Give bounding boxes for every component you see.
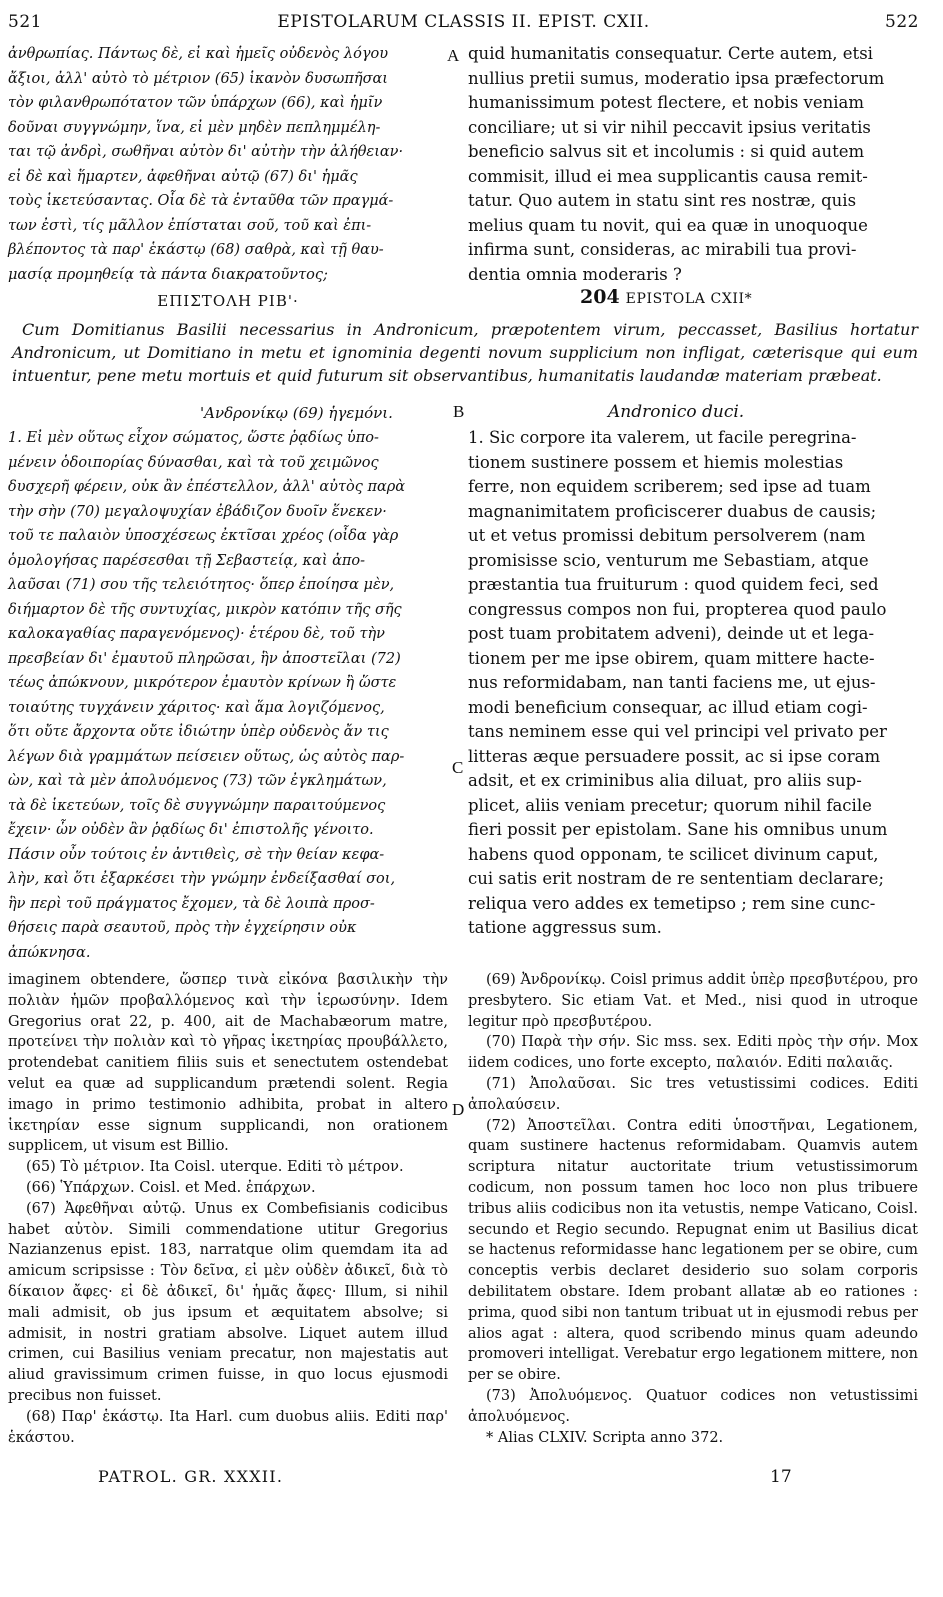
latin-line: tatur. Quo autem in statu sint res nostræ, quis bbox=[468, 191, 857, 210]
greek-line: δοῦναι συγγνώμην, ἵνα, εἰ μὲν μηδὲν πεπλημμέλη- bbox=[8, 119, 381, 136]
greek-line: ἀπώκνησα. bbox=[8, 944, 91, 961]
left-page-number: 521 bbox=[8, 12, 42, 32]
greek-line: μασίᾳ προμηθείᾳ τὰ πάντα διακρατοῦντος; bbox=[8, 266, 328, 283]
latin-line: adsit, et ex criminibus alia diluat, pro aliis sup- bbox=[468, 771, 862, 790]
margin-marker-b: B bbox=[453, 402, 465, 421]
latin-continuation bbox=[468, 42, 918, 287]
note-paragraph: (71) Ἀπολαῦσαι. Sic tres vetustissimi codices. Editi ἀπολαύσειν. bbox=[468, 1075, 918, 1113]
note-paragraph: (73) Ἀπολυόμενος. Quatuor codices non vetustissimi ἀπολυόμενος. bbox=[468, 1387, 918, 1425]
latin-line: quid humanitatis consequatur. Certe autem, etsi bbox=[468, 44, 873, 63]
latin-line: nullius pretii sumus, moderatio ipsa præfectorum bbox=[468, 68, 885, 88]
greek-line: λαῦσαι (71) σου τῆς τελειότητος· ὅπερ ἐποίησα μὲν, bbox=[8, 577, 395, 593]
letter-summary: Cum Domitianus Basilii necessarius in Andronicum, præpotentem virum, peccasset, Basilius hortatur Andronicum, ut Domitiano in metu et ignominia degenti novum supplicium non infligat, cæterisque qui eum intuentur, pene metu mortuis et quid futurum sit observantibus, humanitatis laudandæ materiam præbeat. bbox=[12, 320, 918, 385]
latin-line: post tuam probitatem adveni), deinde ut et lega- bbox=[468, 624, 875, 643]
latin-address: Andronico duci. bbox=[608, 402, 745, 422]
note-paragraph: imaginem obtendere, ὥσπερ τινὰ εἰκόνα βασιλικὴν τὴν πολιὰν ἡμῶν προβαλλόμενος καὶ τὴν ἱερωσύνην. Idem Gregorius orat 22, p. 400, ait de Machabæorum matre, προτείνει τὴν πολιὰν καὶ τὸ γῆρας ἱκετηρίας προυβάλλετο, protendebat canitiem filiis suis et senectutem ostendebat velut ea quæ ad supplicandum prætendi solent. Regia imago in primo testimonio adhibita, probat in altero ἱκετηρίαν esse signum supplicandi, non orationem supplicem, ut visum est Billio. bbox=[8, 972, 448, 1155]
latin-line: congressus compos non fui, propterea quod paulo bbox=[468, 599, 887, 619]
latin-letter-title bbox=[580, 286, 752, 308]
latin-line: tionem sustinere possem et hiemis molestias bbox=[468, 452, 844, 472]
latin-line: tatione aggressus sum. bbox=[468, 918, 662, 937]
note-paragraph: (68) Παρ' ἑκάστῳ. Ita Harl. cum duobus aliis. Editi παρ' ἑκάστου. bbox=[8, 1408, 448, 1446]
latin-line: commisit, illud ei mea supplicantis causa remit- bbox=[468, 166, 868, 186]
latin-body bbox=[468, 426, 918, 941]
greek-line: Πάσιν οὖν τούτοις ἐν ἀντιθεὶς, σὲ τὴν θείαν κεφα- bbox=[8, 846, 385, 863]
note-paragraph: (72) Ἀποστεῖλαι. Contra editi ὑποστῆναι, Legationem, quam sustinere hactenus reformidabam. Quamvis autem scriptura nitatur auctoritate trium vetustissimorum codicum, non possum tamen hoc loco non plus tribuere tribus aliis codicibus non ita vetustis, nempe Vaticano, Coisl. secundo et Regio secundo. Repugnat enim ut Basilius dicat se hactenus reformidasse hanc legationem per se obire, cum conceptis verbis declaret desiderio suo solam corporis debilitatem obstare. Idem probant allatæ ab eo rationes : prima, quod sibi non tantum tribuat ut in ejusmodi rebus per alios agat : altera, quod scribendo minus quam adeundo promoveri intelligat. Verebatur ergo legationem mittere, non per se obire. bbox=[468, 1117, 918, 1384]
note-paragraph: (69) Ἀνδρονίκῳ. Coisl primus addit ὑπὲρ πρεσβυτέρου, pro presbytero. Sic etiam Vat. et Med., nisi quod in utroque legitur πρὸ πρεσβυτέρου. bbox=[468, 972, 918, 1030]
greek-line: μένειν ὁδοιπορίας δύνασθαι, καὶ τὰ τοῦ χειμῶνος bbox=[8, 454, 379, 471]
greek-line: βλέποντος τὰ παρ' ἑκάστῳ (68) σαθρὰ, καὶ τῇ θαυ- bbox=[8, 242, 384, 258]
running-header bbox=[8, 12, 919, 38]
margin-marker-d: D bbox=[452, 1100, 465, 1119]
latin-line: humanissimum potest flectere, et nobis veniam bbox=[468, 93, 865, 112]
greek-letter-title: ΕΠΙΣΤΟΛΗ ΡΙΒ'· bbox=[157, 292, 299, 310]
latin-line: modi beneficium consequar, ac illud etiam cogi- bbox=[468, 697, 868, 717]
greek-line: ὅτι οὔτε ἄρχοντα οὔτε ἰδιώτην ὑπὲρ οὐδενὸς ἄν τις bbox=[8, 724, 389, 740]
latin-line: cui satis erit nostram de re sententiam declarare; bbox=[468, 869, 884, 888]
greek-line: ἀνθρωπίας. Πάντως δὲ, εἰ καὶ ἡμεῖς οὐδενὸς λόγου bbox=[8, 46, 389, 62]
greek-line: ὼν, καὶ τὰ μὲν ἀπολυόμενος (73) τῶν ἐγκλημάτων, bbox=[8, 773, 387, 789]
latin-line: dentia omnia moderaris ? bbox=[468, 264, 682, 284]
greek-line: καλοκαγαθίας παραγενόμενος)· ἑτέρου δὲ, τοῦ τὴν bbox=[8, 626, 385, 642]
latin-line: conciliare; ut si vir nihil peccavit ipsius veritatis bbox=[468, 117, 871, 137]
latin-line: tionem per me ipse obirem, quam mittere hacte- bbox=[468, 648, 875, 668]
latin-line: præstantia tua fruiturum : quod quidem feci, sed bbox=[468, 575, 879, 594]
latin-line: tans neminem esse qui vel principi vel privato per bbox=[468, 722, 887, 741]
greek-line: λέγων διὰ γραμμάτων πείσειεν οὕτως, ὡς αὐτὸς παρ- bbox=[8, 748, 405, 765]
greek-line: δυσχερῆ φέρειν, οὐκ ἂν ἐπέστελλον, ἀλλ' αὐτὸς παρὰ bbox=[8, 479, 406, 495]
margin-marker-c: C bbox=[452, 758, 464, 777]
latin-line: plicet, aliis veniam precetur; quorum nihil facile bbox=[468, 795, 872, 815]
greek-body bbox=[8, 426, 448, 965]
note-paragraph: (67) Ἀφεθῆναι αὐτῷ. Unus ex Combefisianis codicibus habet αὐτὸν. Simili commendatione utitur Gregorius Nazianzenus epist. 183, narratque olim quemdam ita ad amicum scripsisse : Τὸν δεῖνα, εἰ μὲν οὐδὲν ἀδικεῖ, διὰ τὸ δίκαιον ἄφες· εἰ δὲ ἀδικεῖ, δι' ἡμᾶς ἄφες· Illum, si nihil mali admisit, ob jus ipsum et æquitatem absolve; si admisit, in nostri gratiam absolve. Liquet autem illud crimen, cui Basilius veniam precatur, non majestatis aut aliud gravissimum crimen fuisse, in quo locus ejusmodi precibus non fuisset. bbox=[8, 1200, 448, 1404]
latin-line: fieri possit per epistolam. Sane his omnibus unum bbox=[468, 820, 888, 839]
column-number: 204 bbox=[580, 286, 620, 308]
greek-line: ἣν περὶ τοῦ πράγματος ἔχομεν, τὰ δὲ λοιπὰ προσ- bbox=[8, 895, 375, 912]
latin-line: beneficio salvus sit et incolumis : si quid autem bbox=[468, 142, 865, 161]
greek-line: τοὺς ἱκετεύσαντας. Οἷα δὲ τὰ ἐνταῦθα τῶν πραγμά- bbox=[8, 193, 394, 209]
greek-line: τὸν φιλανθρωπότατον τῶν ὑπάρχων (66), καὶ ἡμῖν bbox=[8, 95, 383, 111]
running-title: EPISTOLARUM CLASSIS II. EPIST. CXII. bbox=[277, 12, 650, 32]
greek-continuation bbox=[8, 42, 448, 287]
latin-line: magnanimitatem proficiscerer duabus de causis; bbox=[468, 501, 877, 521]
latin-line: melius quam tu novit, qui ea quæ in unoquoque bbox=[468, 215, 868, 235]
note-paragraph: (70) Παρὰ τὴν σήν. Sic mss. sex. Editi πρὸς τὴν σήν. Mox iidem codices, uno forte excepto, παλαιόν. Editi παλαιᾶς. bbox=[468, 1034, 918, 1072]
latin-line: infirma sunt, consideras, ac mirabili tua provi- bbox=[468, 240, 857, 259]
greek-line: θήσεις παρὰ σεαυτοῦ, πρὸς τὴν ἐγχείρησιν οὐκ bbox=[8, 920, 357, 936]
right-page-number: 522 bbox=[885, 12, 919, 32]
greek-line: τὴν σὴν (70) μεγαλοψυχίαν ἐβάδιζον δυοῖν ἕνεκεν· bbox=[8, 503, 387, 520]
greek-line: των ἐστὶ, τίς μᾶλλον ἐπίσταται σοῦ, τοῦ καὶ ἐπι- bbox=[8, 217, 372, 234]
greek-line: ἄξιοι, ἀλλ' αὐτὸ τὸ μέτριον (65) ἱκανὸν δυσωπῆσαι bbox=[8, 70, 388, 87]
latin-line: ferre, non equidem scriberem; sed ipse ad tuam bbox=[468, 477, 871, 496]
greek-line: λὴν, καὶ ὅτι ἐξαρκέσει τὴν γνώμην ἐνδείξασθαί σοι, bbox=[8, 871, 396, 887]
note-paragraph: * Alias CLXIV. Scripta anno 372. bbox=[486, 1429, 724, 1446]
greek-line: τὰ δὲ ἱκετεύων, τοῖς δὲ συγγνώμην παραιτούμενος bbox=[8, 797, 386, 814]
latin-line: 1. Sic corpore ita valerem, ut facile peregrina- bbox=[468, 428, 857, 447]
greek-line: τοῦ τε παλαιὸν ὑποσχέσεως ἐκτῖσαι χρέος (οἶδα γὰρ bbox=[8, 528, 399, 544]
latin-line: habens quod opponam, te scilicet divinum caput, bbox=[468, 844, 879, 864]
margin-marker-a: A bbox=[447, 46, 460, 65]
latin-line: reliqua vero addes ex temetipso ; rem sine cunc- bbox=[468, 893, 876, 913]
latin-line: litteras æque persuadere possit, ac si ipse coram bbox=[468, 746, 881, 766]
latin-line: ut et vetus promissi debitum persolverem (nam bbox=[468, 526, 866, 545]
greek-line: τοιαύτης τυγχάνειν χάριτος· καὶ ἅμα λογιζόμενος, bbox=[8, 699, 385, 716]
notes-left-column bbox=[8, 970, 448, 1448]
greek-line: τέως ἀπώκνουν, μικρότερον ἐμαυτὸν κρίνων ἢ ὥστε bbox=[8, 675, 397, 691]
greek-line: ται τῷ ἀνδρὶ, σωθῆναι αὐτὸν δι' αὐτὴν τὴν ἀλήθειαν· bbox=[8, 144, 404, 160]
greek-line: ὁμολογήσας παρέσεσθαι τῇ Σεβαστείᾳ, καὶ ἀπο- bbox=[8, 552, 366, 569]
note-paragraph: (66) Ὑπάρχων. Coisl. et Med. ἐπάρχων. bbox=[26, 1179, 316, 1196]
greek-line: εἰ δὲ καὶ ἥμαρτεν, ἀφεθῆναι αὐτῷ (67) δι' ἡμᾶς bbox=[8, 168, 358, 185]
greek-line: ἔχειν· ὧν οὐδὲν ἂν ῥᾳδίως δι' ἐπιστολῆς γένοιτο. bbox=[8, 822, 374, 838]
greek-line: διήμαρτον δὲ τῆς συντυχίας, μικρὸν κατόπιν τῆς σῆς bbox=[8, 601, 402, 618]
latin-title-text: EPISTOLA CXII* bbox=[625, 291, 753, 307]
greek-address: 'Ανδρονίκῳ (69) ἡγεμόνι. bbox=[200, 404, 393, 422]
footer-signature: 17 bbox=[770, 1467, 792, 1487]
note-paragraph: (65) Τὸ μέτριον. Ita Coisl. uterque. Editi τὸ μέτρον. bbox=[26, 1159, 404, 1176]
footer-volume: PATROL. GR. XXXII. bbox=[98, 1467, 284, 1486]
greek-line: 1. Εἰ μὲν οὕτως εἶχον σώματος, ὥστε ῥᾳδίως ὑπο- bbox=[8, 430, 379, 446]
notes-right-column bbox=[468, 970, 918, 1448]
latin-line: promisisse scio, venturum me Sebastiam, atque bbox=[468, 550, 869, 570]
greek-line: πρεσβείαν δι' ἐμαυτοῦ πληρῶσαι, ἣν ἀποστεῖλαι (72) bbox=[8, 650, 401, 667]
latin-line: nus reformidabam, nan tanti faciens me, ut ejus- bbox=[468, 673, 876, 692]
